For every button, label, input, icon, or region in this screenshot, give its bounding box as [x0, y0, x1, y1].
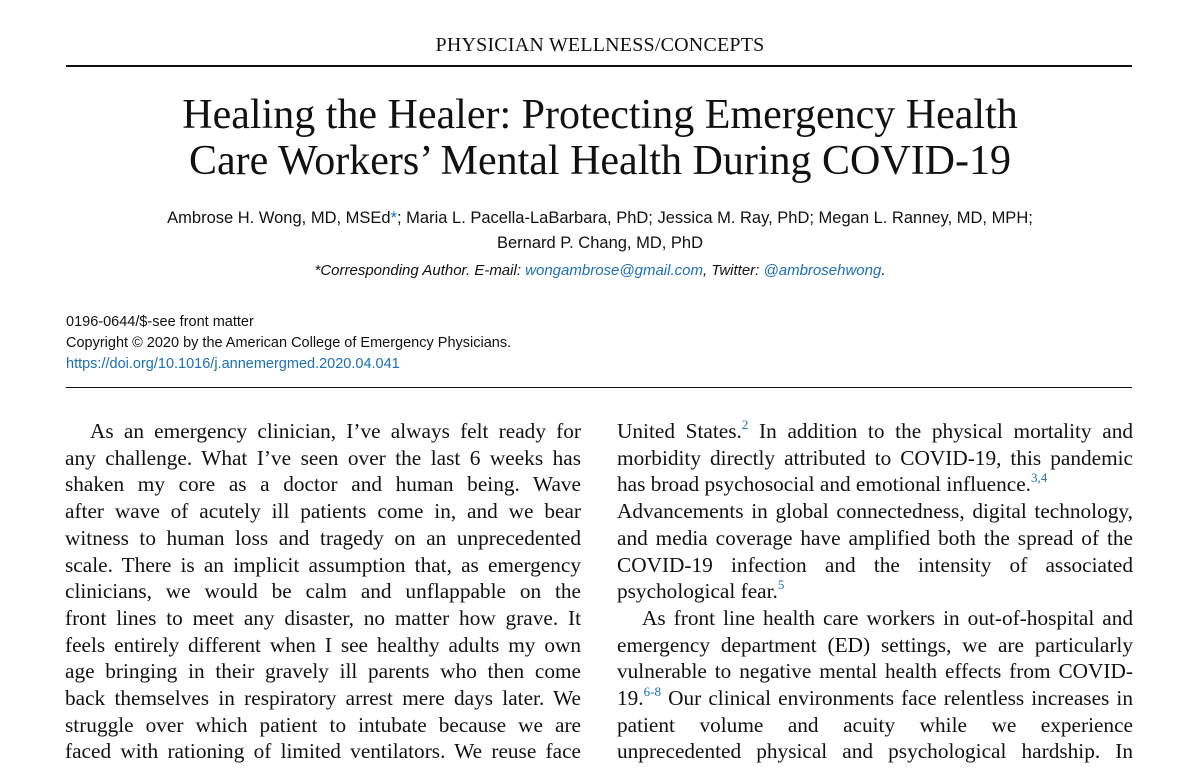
body-line: patient volume and acuity while we experience [617, 712, 1133, 737]
citation-ref[interactable]: 5 [777, 577, 785, 593]
body-text: psychological fear. [617, 579, 778, 604]
section-label: PHYSICIAN WELLNESS/CONCEPTS [435, 34, 765, 56]
body-line: and media coverage have amplified both the spread of the [617, 525, 1133, 550]
corr-suffix: . [881, 262, 886, 279]
body-line: vulnerable to negative mental health effects from COVID- [617, 659, 1133, 684]
author-list [0, 206, 1200, 256]
body-line [617, 578, 1133, 605]
body-line: age bringing in their gravely ill parents who then come [65, 659, 581, 684]
body-line: morbidity directly attributed to COVID-19, this pandemic [617, 445, 1133, 470]
body-text: Our clinical environments face relentless increases in [660, 686, 1133, 711]
body-line: shaken my core as a doctor and human being. Wave [65, 472, 581, 497]
body-text: 19. [617, 686, 644, 711]
body-line: clinicians, we would be calm and unflappable on the [65, 579, 581, 604]
author-line-1 [0, 206, 1200, 231]
title-line-1: Healing the Healer: Protecting Emergency Health [182, 92, 1018, 138]
article-meta [66, 312, 511, 375]
copyright-line: Copyright © 2020 by the American College of Emergency Physicians. [66, 335, 512, 351]
body-line: front lines to meet any disaster, no matter how grave. It [65, 605, 581, 630]
body-line: feels entirely different when I see healthy adults my own [65, 632, 581, 657]
body-line: As an emergency clinician, I’ve always felt ready for [90, 419, 581, 443]
corresponding-author-note [0, 262, 1200, 279]
citation-ref[interactable]: 3,4 [1030, 470, 1048, 486]
body-text: United States. [617, 419, 742, 443]
body-line: emergency department (ED) settings, we are particularly [617, 632, 1133, 657]
body-line: any challenge. What I’ve seen over the last 6 weeks has [65, 445, 581, 470]
body-line: after wave of acutely ill patients come in, and we bear [65, 499, 581, 524]
body-line: faced with rationing of limited ventilators. We reuse face [65, 739, 581, 764]
body-column-left [65, 418, 581, 765]
body-column-right [617, 418, 1133, 765]
body-line [617, 471, 1133, 498]
article-title [0, 92, 1200, 184]
body-line: witness to human loss and tragedy on an unprecedented [65, 525, 581, 550]
body-line: As front line health care workers in out-of-hospital and [642, 605, 1133, 630]
email-link[interactable]: wongambrose@gmail.com [525, 262, 703, 279]
issn-line: 0196-0644/$-see front matter [66, 314, 254, 330]
body-text: In addition to the physical mortality and [748, 419, 1134, 443]
twitter-link[interactable]: @ambrosehwong [763, 262, 882, 279]
citation-ref[interactable]: 2 [741, 417, 749, 432]
header-rule [66, 65, 1132, 67]
doi-link[interactable]: https://doi.org/10.1016/j.annemergmed.2020.04.041 [66, 356, 400, 372]
body-line: back themselves in respiratory arrest mere days later. We [65, 686, 581, 711]
body-line: COVID-19 infection and the intensity of associated [617, 552, 1133, 577]
citation-ref[interactable]: 6-8 [643, 684, 661, 700]
body-line: scale. There is an implicit assumption that, as emergency [65, 552, 581, 577]
title-line-2: Care Workers’ Mental Health During COVID-19 [188, 138, 1011, 184]
author-line-2: Bernard P. Chang, MD, PhD [496, 234, 704, 252]
body-line [617, 685, 1133, 712]
body-line: unprecedented physical and psychological hardship. In [617, 739, 1133, 764]
body-line [617, 418, 1133, 445]
body-line: Advancements in global connectedness, digital technology, [617, 499, 1133, 524]
co-authors: ; Maria L. Pacella-LaBarbara, PhD; Jessica M. Ray, PhD; Megan L. Ranney, MD, MPH; [397, 209, 1033, 227]
body-line: struggle over which patient to intubate because we are [65, 712, 581, 737]
body-text: has broad psychosocial and emotional influence. [617, 472, 1031, 497]
corresponding-author-marker[interactable]: * [390, 209, 398, 227]
first-author: Ambrose H. Wong, MD, MSEd [167, 209, 391, 227]
corr-middle: , Twitter: [702, 262, 764, 279]
body-rule [66, 387, 1132, 388]
corr-prefix: *Corresponding Author. E-mail: [314, 262, 526, 279]
